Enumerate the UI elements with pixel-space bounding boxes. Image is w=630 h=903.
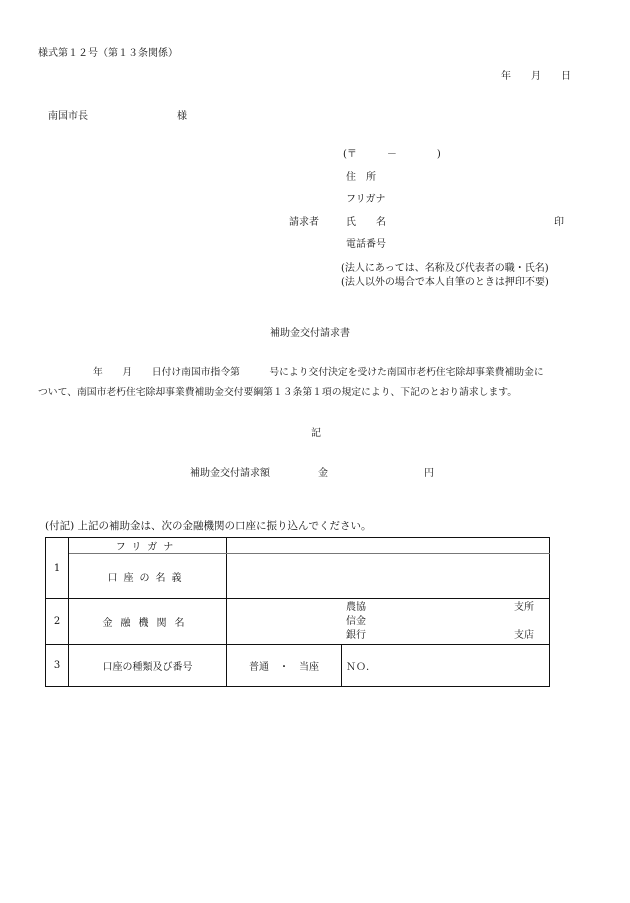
postal-code-line: (〒 － ) — [343, 149, 441, 160]
amount-label: 補助金交付請求額 — [190, 468, 270, 479]
addressee-honorific: 様 — [177, 111, 187, 122]
body-line-1: 年 月 日付け南国市指令第 号により交付決定を受けた南国市老朽住宅除却事業費補助金に — [93, 367, 544, 378]
type-ginko: 銀行 — [346, 630, 366, 641]
addressee-label: 南国市長 — [48, 111, 88, 122]
bank-note: (付記) 上記の補助金は、次の金融機関の口座に振り込んでください。 — [45, 520, 372, 532]
amount-kin: 金 — [318, 468, 328, 479]
account-holder-label: 口座の名義 — [69, 554, 227, 599]
type-shinkin: 信金 — [346, 616, 366, 627]
seal-exemption-note: (法人以外の場合で本人自筆のときは押印不要) — [341, 277, 549, 288]
type-nokyo: 農協 — [346, 602, 366, 613]
account-kind-options[interactable]: 普通 ・ 当座 — [227, 645, 342, 687]
row-2-number: 2 — [46, 599, 69, 645]
name-label: 氏 名 — [346, 217, 386, 228]
row-1-number: 1 — [46, 538, 69, 599]
address-label: 住 所 — [346, 172, 376, 183]
furigana-field[interactable] — [227, 538, 550, 554]
ki-heading: 記 — [311, 428, 321, 439]
account-number-field[interactable]: ＮＯ. — [342, 645, 550, 687]
document-title: 補助金交付請求書 — [270, 328, 350, 339]
account-holder-field[interactable] — [227, 554, 550, 599]
bank-account-table — [45, 537, 550, 687]
date-line: 年 月 日 — [501, 71, 571, 82]
institution-name-field[interactable] — [227, 599, 550, 645]
furigana-header: フリガナ — [69, 538, 227, 554]
body-line-2: ついて、南国市老朽住宅除却事業費補助金交付要綱第１３条第１項の規定により、下記のとおり請求します。 — [38, 387, 518, 398]
branch-shisho: 支所 — [514, 602, 534, 613]
amount-yen: 円 — [424, 468, 434, 479]
corporate-note: (法人にあっては、名称及び代表者の職・氏名) — [341, 263, 549, 274]
phone-label: 電話番号 — [346, 239, 386, 250]
seal-mark: 印 — [554, 217, 564, 228]
form-number: 様式第１２号（第１３条関係） — [38, 48, 178, 59]
institution-name-label: 金融機関名 — [69, 599, 227, 645]
requester-label: 請求者 — [289, 217, 319, 228]
furigana-label: フリガナ — [346, 194, 386, 205]
row-3-number: 3 — [46, 645, 69, 687]
branch-shiten: 支店 — [514, 630, 534, 641]
account-type-label: 口座の種類及び番号 — [69, 645, 227, 687]
